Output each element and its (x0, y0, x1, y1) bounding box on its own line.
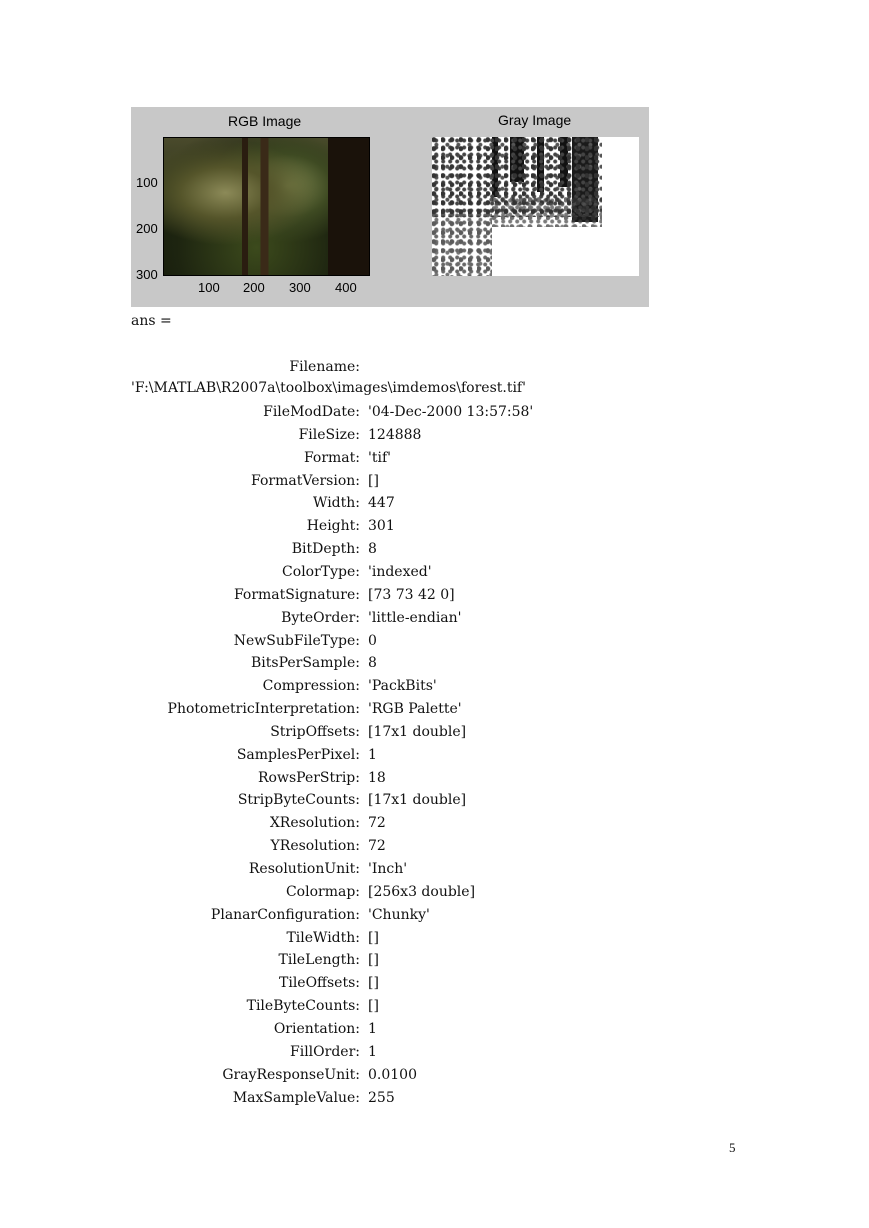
field-key: Filename: (289, 359, 360, 375)
info-field-row (0, 1090, 869, 1110)
field-value: 301 (368, 518, 395, 535)
info-field-row (0, 815, 869, 835)
field-value: [] (368, 975, 379, 992)
field-key: Compression: (262, 678, 360, 695)
field-value: 'PackBits' (368, 678, 437, 695)
info-field-row (0, 884, 869, 904)
info-field-row (0, 450, 869, 470)
field-value: [] (368, 952, 379, 969)
field-value: 8 (368, 655, 377, 672)
field-value: 'RGB Palette' (368, 701, 462, 718)
field-key: Width: (313, 495, 360, 512)
field-key: Colormap: (285, 883, 360, 900)
info-field-row (0, 587, 869, 607)
field-value: [256x3 double] (368, 883, 476, 900)
field-value: 'Chunky' (368, 906, 430, 923)
x-tick-label: 400 (335, 280, 357, 295)
field-value: 447 (368, 495, 395, 512)
field-key: XResolution: (269, 815, 360, 832)
info-field-row (0, 952, 869, 972)
info-field-row (0, 701, 869, 721)
info-field-row (0, 473, 869, 493)
x-tick-label: 200 (243, 280, 265, 295)
field-value: 255 (368, 1089, 395, 1106)
field-value: [] (368, 472, 379, 489)
field-value: [] (368, 929, 379, 946)
field-value: [] (368, 998, 379, 1015)
info-field-row (0, 930, 869, 950)
field-value: 'little-endian' (368, 609, 462, 626)
field-value: 72 (368, 838, 386, 855)
info-field-row (0, 975, 869, 995)
field-key: FileModDate: (263, 404, 360, 420)
field-key: Format: (303, 449, 360, 466)
field-key: TileLength: (278, 952, 360, 969)
info-field-row (0, 792, 869, 812)
field-value: 'indexed' (368, 563, 432, 580)
field-key: FormatSignature: (233, 586, 360, 603)
field-value: 124888 (368, 426, 422, 443)
field-key: NewSubFileType: (233, 632, 360, 649)
field-key: FillOrder: (290, 1043, 360, 1060)
page-number: 5 (729, 1140, 736, 1155)
info-field-row (0, 518, 869, 538)
info-field-row (0, 541, 869, 561)
info-field-row (0, 724, 869, 744)
field-key: PhotometricInterpretation: (167, 701, 360, 718)
field-key: FileSize: (298, 426, 360, 443)
field-key: TileWidth: (286, 929, 360, 946)
info-field-row (0, 998, 869, 1018)
field-value: 72 (368, 815, 386, 832)
info-field-row (0, 404, 869, 424)
field-key: BitsPerSample: (251, 655, 360, 672)
field-value: [17x1 double] (368, 792, 467, 809)
field-key: Orientation: (273, 1020, 360, 1037)
info-field-row (0, 610, 869, 630)
field-value: [17x1 double] (368, 723, 467, 740)
field-key: ColorType: (282, 563, 360, 580)
field-value: 0 (368, 632, 377, 649)
info-field-row (0, 907, 869, 927)
field-value: 8 (368, 541, 377, 558)
field-value: 'Inch' (368, 861, 408, 877)
field-key: PlanarConfiguration: (210, 906, 360, 923)
gray-image-title: Gray Image (498, 112, 572, 128)
info-field-row (0, 1044, 869, 1064)
info-field-row (0, 1067, 869, 1087)
field-key: StripOffsets: (270, 723, 360, 740)
info-field-row (0, 359, 869, 379)
field-value: 0.0100 (368, 1066, 417, 1083)
info-field-row (0, 1021, 869, 1041)
field-key: ResolutionUnit: (248, 861, 360, 877)
y-tick-label: 100 (136, 175, 158, 190)
field-key: TileOffsets: (279, 975, 360, 992)
field-value: 18 (368, 769, 386, 786)
ans-label: ans = (131, 313, 172, 329)
field-key: TileByteCounts: (246, 998, 360, 1015)
info-field-row (0, 495, 869, 515)
matlab-figure (131, 107, 649, 307)
field-key: MaxSampleValue: (232, 1089, 360, 1106)
field-key: ByteOrder: (281, 609, 360, 626)
field-value: 'tif' (368, 449, 391, 466)
field-value: [73 73 42 0] (368, 586, 455, 603)
field-key: StripByteCounts: (237, 792, 360, 809)
field-key: SamplesPerPixel: (236, 746, 360, 763)
field-key: Height: (306, 518, 360, 535)
field-key: RowsPerStrip: (258, 769, 360, 786)
gray-forest-image (432, 137, 639, 276)
y-tick-label: 300 (136, 267, 158, 282)
x-tick-label: 100 (198, 280, 220, 295)
field-key: YResolution: (270, 838, 360, 855)
info-field-row (0, 861, 869, 881)
field-value: '04-Dec-2000 13:57:58' (368, 404, 534, 420)
field-key: BitDepth: (291, 541, 360, 558)
x-tick-label: 300 (289, 280, 311, 295)
info-field-row (0, 564, 869, 584)
info-field-row (0, 747, 869, 767)
field-value: 1 (368, 1043, 377, 1060)
rgb-forest-image (163, 137, 370, 276)
rgb-image-title: RGB Image (228, 113, 302, 129)
field-key: FormatVersion: (251, 472, 360, 489)
y-tick-label: 200 (136, 221, 158, 236)
info-field-row (0, 770, 869, 790)
filename-value: 'F:\MATLAB\R2007a\toolbox\images\imdemos\forest.tif' (131, 380, 526, 396)
info-field-row (0, 838, 869, 858)
field-value: 1 (368, 746, 377, 763)
info-field-row (0, 427, 869, 447)
field-key: GrayResponseUnit: (222, 1066, 360, 1083)
info-field-row (0, 655, 869, 675)
info-field-row (0, 633, 869, 653)
field-value: 1 (368, 1020, 377, 1037)
info-field-row (0, 678, 869, 698)
